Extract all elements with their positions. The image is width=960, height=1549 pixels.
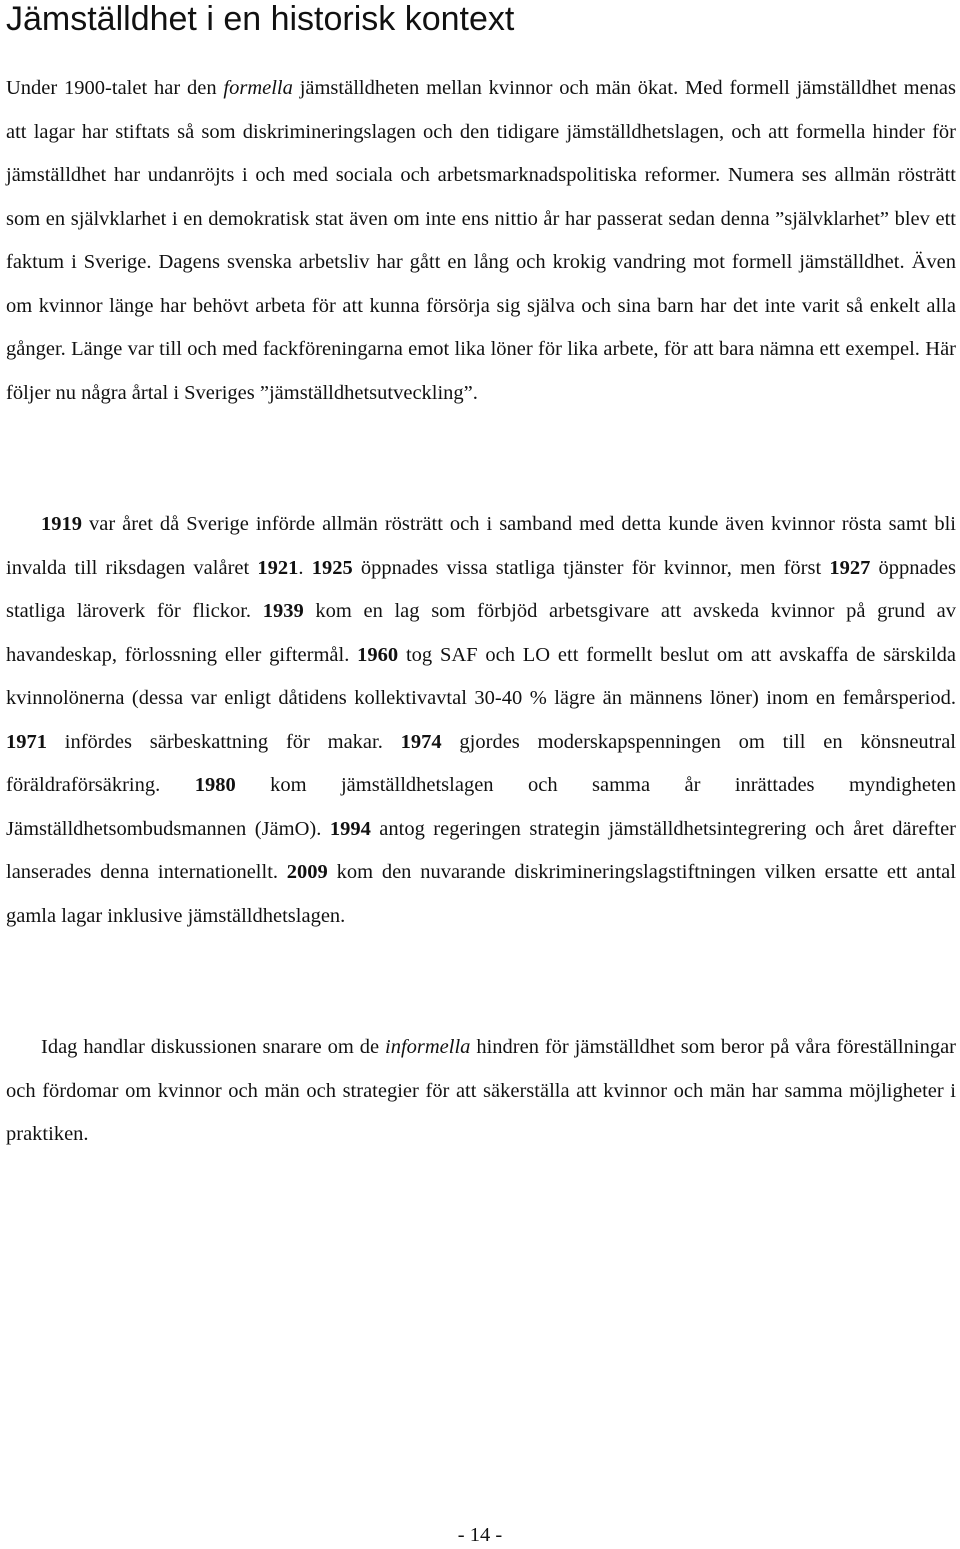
paragraph-text: Idag handlar diskussionen snarare om de bbox=[41, 1036, 385, 1058]
timeline-text: öppnades statliga läroverk för flickor. bbox=[6, 556, 956, 622]
page-number: - 14 - bbox=[457, 1524, 503, 1546]
timeline-text: kom jämställdhetslagen och samma år inrättades myndigheten Jämställdhetsombudsmannen (JämO). bbox=[6, 774, 956, 840]
year-2009: 2009 bbox=[286, 861, 328, 883]
timeline-text: öppnades vissa statliga tjänster för kvinnor, men först bbox=[352, 556, 830, 579]
timeline-text: kom en lag som förbjöd arbetsgivare att avskeda kvinnor på grund av havandeskap, förlossning eller giftermål. bbox=[6, 600, 956, 666]
year-1960: 1960 bbox=[357, 643, 399, 666]
paragraph-informal-barriers bbox=[6, 1026, 956, 1157]
timeline-text: antog regeringen strategin jämställdhetsintegrering och året därefter lanserades denna internationellt. bbox=[6, 817, 956, 883]
timeline-text: infördes särbeskattning för makar. bbox=[47, 730, 401, 753]
year-1939: 1939 bbox=[262, 600, 304, 622]
emphasis-informella: informella bbox=[385, 1036, 471, 1058]
year-1980: 1980 bbox=[194, 774, 236, 796]
paragraph-text: hindren för jämställdhet som beror på våra föreställningar och fördomar om kvinnor och män och strategier för att säkerställa att kvinnor och män har samma möjligheter i praktiken. bbox=[6, 1036, 956, 1145]
year-1971: 1971 bbox=[6, 730, 47, 753]
emphasis-formella: formella bbox=[223, 77, 293, 99]
paragraph-text: jämställdheten mellan kvinnor och män ökat. Med formell jämställdhet menas att lagar har stiftats så som diskrimineringslagen och den tidigare jämställdhetslagen, och att formella hinder för jämställdhet har undanröjts i och med sociala och arbetsmarknadspolitiska reformer. Numera ses allmän rösträtt som en självklarhet i en demokratisk stat även om inte ens nittio år har passerat sedan denna ”självklarhet” blev ett faktum i Sverige. Dagens svenska arbetsliv har gått en lång och krokig vandring mot formell jämställdhet. Även om kvinnor länge har behövt arbeta för att kunna försörja sig själva och sina barn har det inte varit så enkelt alla gånger. Länge var till och med fackföreningarna emot lika löner för lika arbete, för att bara nämna ett exempel. Här följer nu några årtal i Sveriges ”jämställdhetsutveckling”. bbox=[6, 77, 956, 404]
paragraph-formal-equality bbox=[6, 67, 956, 415]
timeline-text: var året då Sverige införde allmän rösträtt och i samband med detta kunde även kvinnor rösta samt bli invalda till riksdagen valåret bbox=[6, 513, 956, 579]
year-1994: 1994 bbox=[329, 817, 371, 840]
paragraph-timeline bbox=[6, 503, 956, 938]
timeline-text: . bbox=[298, 556, 312, 579]
year-1919: 1919 bbox=[41, 513, 82, 535]
timeline-text: tog SAF och LO ett formellt beslut om att avskaffa de särskilda kvinnolönerna (dessa var enligt dåtidens kollektivavtal 30-40 % lägre än männens löner) inom en femårsperiod. bbox=[6, 643, 956, 709]
timeline-text: kom den nuvarande diskrimineringslagstiftningen vilken ersatte ett antal gamla lagar inklusive jämställdhetslagen. bbox=[6, 861, 956, 927]
timeline-text: gjordes moderskapspenningen om till en könsneutral föräldraförsäkring. bbox=[6, 730, 956, 796]
year-1927: 1927 bbox=[829, 556, 871, 579]
year-1974: 1974 bbox=[400, 730, 442, 753]
section-heading: Jämställdhet i en historisk kontext bbox=[6, 0, 515, 38]
year-1925: 1925 bbox=[311, 556, 353, 579]
year-1921: 1921 bbox=[257, 556, 299, 579]
paragraph-text: Under 1900-talet har den bbox=[6, 77, 224, 99]
